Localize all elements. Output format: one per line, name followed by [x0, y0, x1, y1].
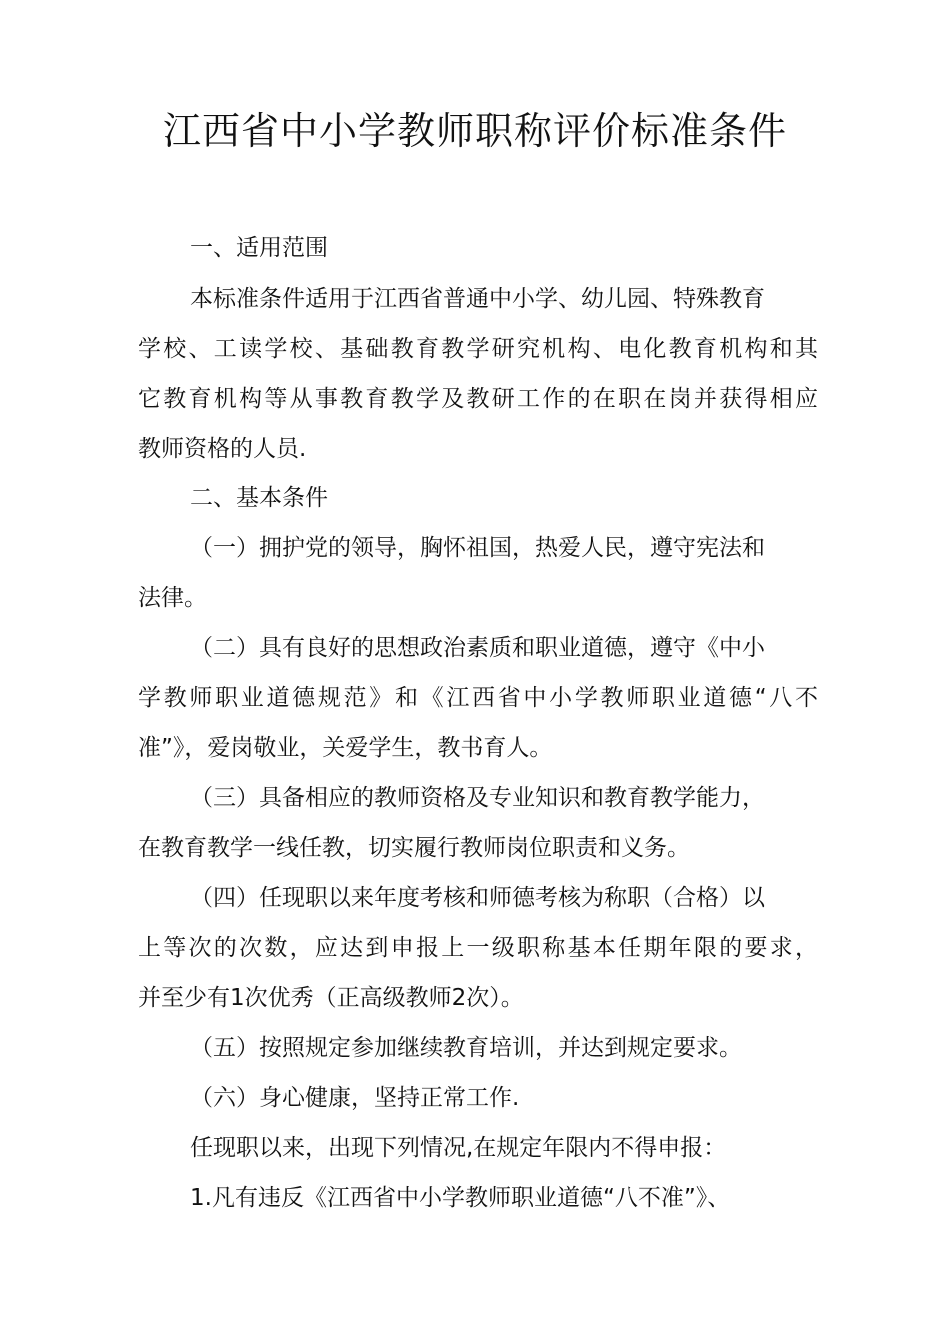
paragraph-line: 1.凡有违反《江西省中小学教师职业道德“八不准”》、	[190, 1185, 731, 1211]
paragraph-line: 任现职以来，出现下列情况,在规定年限内不得申报：	[190, 1135, 727, 1161]
paragraph-line: 它教育机构等从事教育教学及教研工作的在职在岗并获得相应	[138, 386, 818, 412]
paragraph-line: （二）具有良好的思想政治素质和职业道德，遵守《中小	[190, 635, 765, 661]
paragraph-line: （三）具备相应的教师资格及专业知识和教育教学能力，	[190, 785, 765, 811]
document-title: 江西省中小学教师职称评价标准条件	[162, 109, 787, 153]
paragraph-line: 法律。	[138, 585, 207, 611]
paragraph-line: （六）身心健康，坚持正常工作.	[190, 1085, 520, 1111]
paragraph-line: （一）拥护党的领导，胸怀祖国，热爱人民，遵守宪法和	[190, 535, 765, 561]
paragraph-line: 并至少有1次优秀（正高级教师2次）。	[138, 985, 524, 1011]
paragraph-line: 学校、工读学校、基础教育教学研究机构、电化教育机构和其	[138, 336, 818, 362]
paragraph-line: 教师资格的人员.	[138, 436, 307, 462]
paragraph-line: 本标准条件适用于江西省普通中小学、幼儿园、特殊教育	[190, 286, 765, 312]
paragraph-line: （五）按照规定参加继续教育培训，并达到规定要求。	[190, 1035, 742, 1061]
section-heading-basic-conditions: 二、基本条件	[190, 485, 328, 511]
paragraph-line: 学教师职业道德规范》和《江西省中小学教师职业道德“八不	[138, 685, 818, 711]
paragraph-line: 准”》，爱岗敬业，关爱学生，教书育人。	[138, 735, 553, 761]
section-heading-scope: 一、适用范围	[190, 235, 328, 261]
paragraph-line: （四）任现职以来年度考核和师德考核为称职（合格）以	[190, 885, 765, 911]
paragraph-line: 上等次的次数，应达到申报上一级职称基本任期年限的要求，	[138, 935, 818, 961]
paragraph-line: 在教育教学一线任教，切实履行教师岗位职责和义务。	[138, 835, 690, 861]
